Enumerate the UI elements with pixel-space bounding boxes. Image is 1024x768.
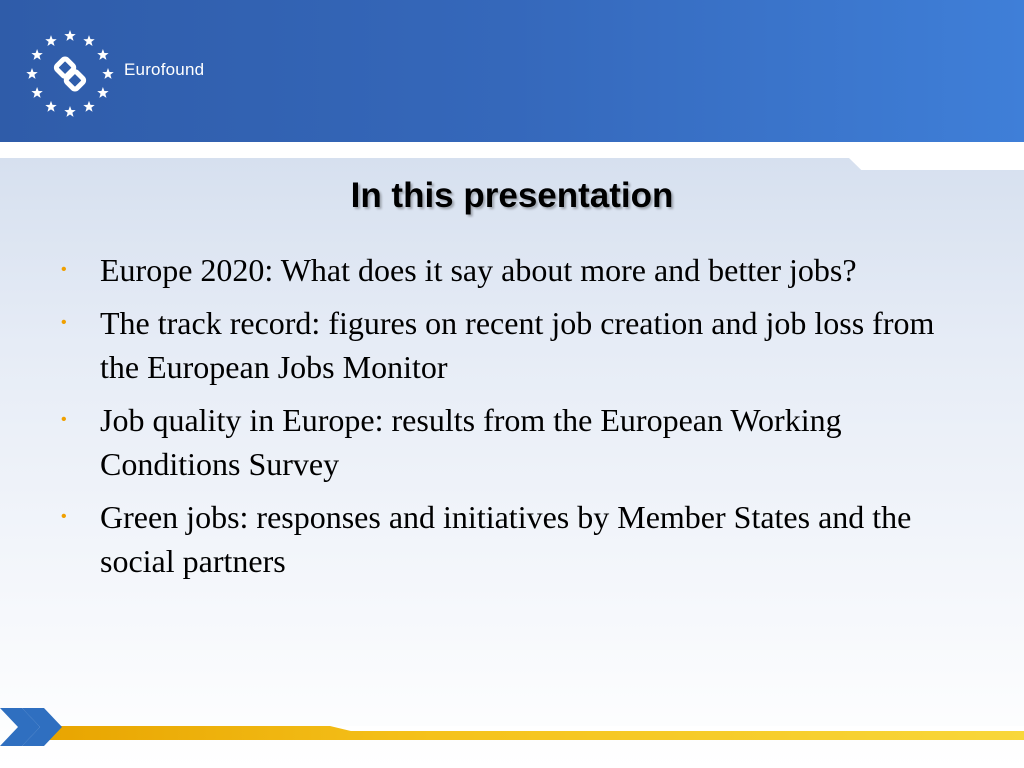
bullet-item-4	[58, 495, 978, 583]
brand-name: Eurofound	[124, 60, 205, 79]
slide-title: In this presentation	[350, 176, 674, 215]
bullet-icon: •	[61, 411, 67, 428]
logo-star	[31, 87, 42, 98]
logo-star	[83, 101, 94, 112]
footer-arrow-icon	[0, 702, 72, 752]
bullet-icon: •	[61, 314, 67, 331]
bullet-item-3	[58, 398, 978, 486]
logo-star	[97, 49, 108, 60]
header-divider	[0, 142, 1024, 158]
logo-star	[102, 68, 113, 79]
footer-highlight	[330, 726, 1024, 731]
bullet-item-2	[58, 301, 978, 389]
bullet-text: The track record: figures on recent job creation and job loss from the European Jobs Monitor	[100, 305, 935, 385]
bullet-icon: •	[61, 261, 67, 278]
logo-star	[83, 35, 94, 46]
logo-star	[64, 30, 75, 41]
logo-star	[64, 106, 75, 117]
logo-star	[26, 68, 37, 79]
slide-header	[0, 0, 1024, 142]
bullet-text: Europe 2020: What does it say about more and better jobs?	[100, 252, 857, 288]
bullet-item-1	[58, 248, 978, 292]
bullet-text: Green jobs: responses and initiatives by Member States and the social partners	[100, 499, 912, 579]
logo-star	[45, 35, 56, 46]
logo-star	[31, 49, 42, 60]
logo-star	[97, 87, 108, 98]
bullet-icon: •	[61, 508, 67, 525]
bullet-list	[58, 248, 978, 592]
eurofound-logo-icon	[24, 28, 116, 120]
logo-star	[45, 101, 56, 112]
bullet-text: Job quality in Europe: results from the European Working Conditions Survey	[100, 402, 842, 482]
header-notch	[849, 158, 1024, 170]
